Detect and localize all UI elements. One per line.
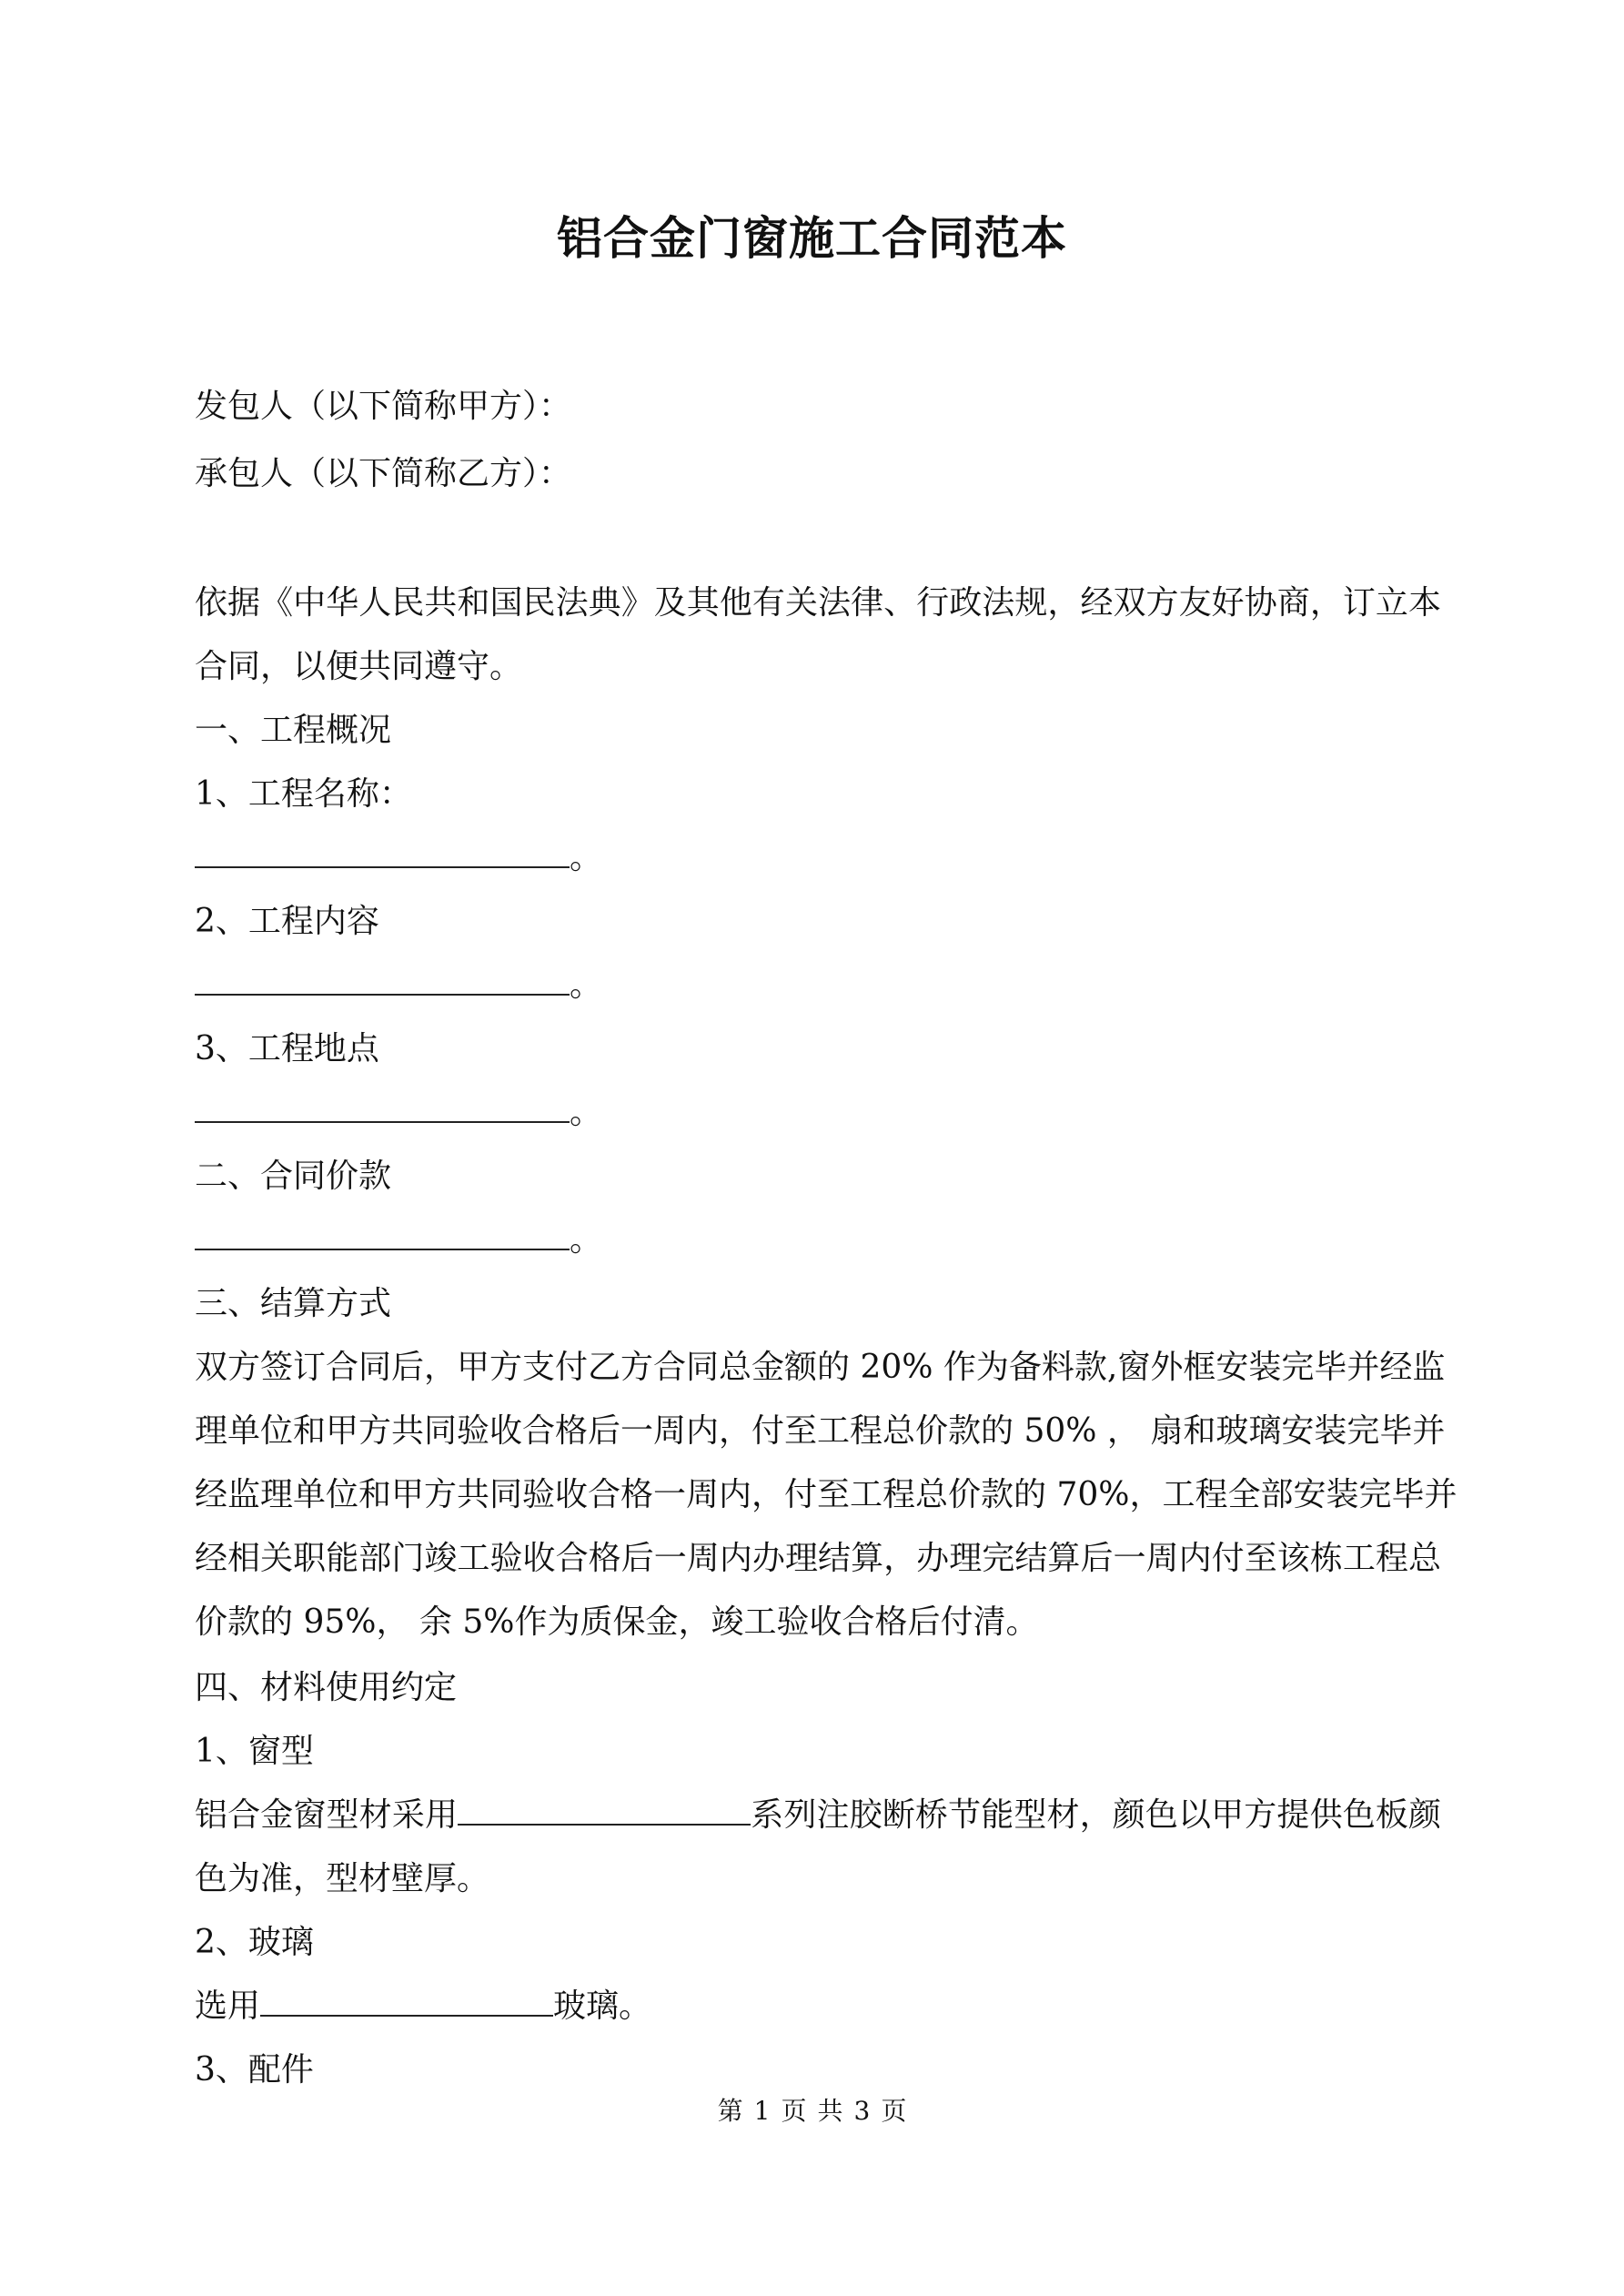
project-name-label: 1、工程名称：	[195, 775, 412, 813]
blank-period: 。	[570, 966, 603, 1004]
window-type-line-1	[195, 1784, 1441, 1847]
project-content-blank[interactable]	[195, 954, 570, 996]
window-type-label: 1、窗型	[195, 1733, 314, 1770]
preamble-paragraph	[195, 571, 1441, 699]
footer-total-unit: 页	[881, 2096, 907, 2126]
settlement-line-3: 经监理单位和甲方共同验收合格一周内，付至工程总价款的 70%，工程全部安装完毕并	[195, 1476, 1458, 1513]
preamble-line-2: 合同，以便共同遵守。	[195, 648, 523, 685]
profile-series-blank[interactable]	[458, 1784, 751, 1826]
settlement-line-2: 理单位和甲方共同验收合格后一周内，付至工程总价款的 50% ， 扇和玻璃安装完毕并	[195, 1412, 1446, 1450]
party-a-line: 发包人（以下简称甲方）：	[195, 388, 572, 425]
glass-type-blank[interactable]	[260, 1975, 553, 2017]
window-type-text-after: 系列注胶断桥节能型材，颜色以甲方提供色板颜	[751, 1796, 1441, 1834]
footer-page-unit: 页	[781, 2096, 807, 2126]
project-name-blank-line	[195, 826, 1441, 890]
preamble-line-1: 依据《中华人民共和国民法典》及其他有关法律、行政法规，经双方友好协商，订立本	[195, 584, 1441, 622]
blank-period: 。	[570, 1094, 603, 1131]
project-content-label: 2、工程内容	[195, 903, 379, 940]
footer-page-number: 1	[753, 2096, 771, 2126]
section4-heading: 四、材料使用约定	[195, 1669, 458, 1706]
blank-period: 。	[570, 839, 603, 876]
project-content-blank-line	[195, 954, 1441, 1017]
party-b-line: 承包人（以下简称乙方）：	[195, 455, 572, 492]
blank-period: 。	[570, 1221, 603, 1259]
glass-line	[195, 1975, 1441, 2038]
settlement-line-5: 价款的 95%， 余 5%作为质保金，竣工验收合格后付清。	[195, 1603, 1039, 1641]
window-type-paragraph	[195, 1784, 1441, 1911]
footer-page-word: 第	[717, 2096, 743, 2126]
project-location-label: 3、工程地点	[195, 1030, 379, 1067]
footer-total-word: 共	[817, 2096, 843, 2126]
glass-text-after: 玻璃。	[553, 1988, 652, 2025]
project-name-blank[interactable]	[195, 826, 570, 868]
contract-price-blank[interactable]	[195, 1209, 570, 1250]
section1-heading: 一、工程概况	[195, 712, 392, 749]
fittings-label: 3、配件	[195, 2051, 314, 2089]
window-type-text-before: 铝合金窗型材采用	[195, 1796, 459, 1834]
page-footer	[0, 2093, 1624, 2129]
glass-label: 2、玻璃	[195, 1924, 314, 1961]
footer-total-number: 3	[853, 2096, 871, 2126]
section3-heading: 三、结算方式	[195, 1285, 392, 1322]
document-title: 铝合金门窗施工合同范本	[557, 211, 1067, 265]
project-location-blank-line	[195, 1081, 1441, 1145]
settlement-line-1: 双方签订合同后，甲方支付乙方合同总金额的 20% 作为备料款,窗外框安装完毕并经监	[195, 1349, 1446, 1386]
settlement-paragraph	[195, 1336, 1458, 1654]
contract-price-blank-line	[195, 1209, 1441, 1272]
window-type-line-2: 色为准，型材壁厚。	[195, 1860, 490, 1897]
project-location-blank[interactable]	[195, 1081, 570, 1123]
settlement-line-4: 经相关职能部门竣工验收合格后一周内办理结算，办理完结算后一周内付至该栋工程总	[195, 1540, 1441, 1577]
section2-heading: 二、合同价款	[195, 1158, 392, 1195]
glass-text-before: 选用	[195, 1988, 261, 2025]
